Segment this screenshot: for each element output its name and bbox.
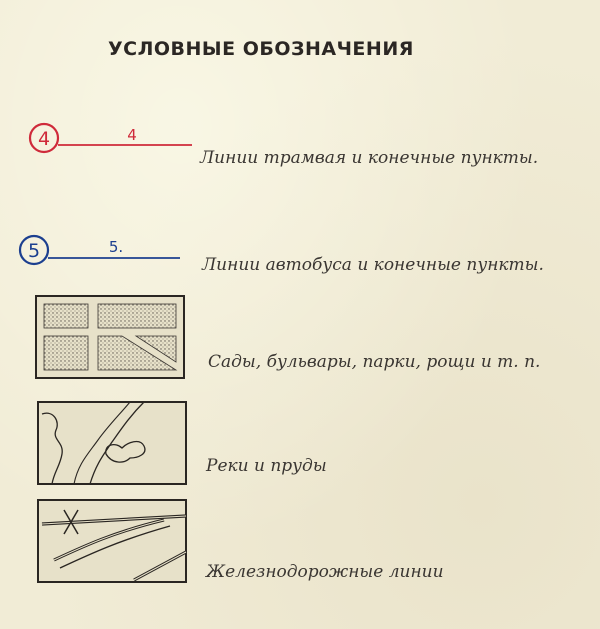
- legend-title: УСЛОВНЫЕ ОБОЗНАЧЕНИЯ: [108, 38, 414, 60]
- tram-line-number: 4: [127, 126, 137, 144]
- bus-line-number: 5.: [108, 238, 124, 256]
- rivers-label: Реки и пруды: [206, 456, 327, 476]
- bus-line-symbol: [12, 230, 192, 274]
- rivers-symbol: [34, 398, 194, 490]
- bus-label: Линии автобуса и конечные пункты.: [202, 255, 544, 275]
- bus-route-number: 5: [27, 240, 41, 262]
- tram-label: Линии трамвая и конечные пункты.: [200, 148, 539, 168]
- parks-label: Сады, бульвары, парки, рощи и т. п.: [208, 352, 541, 372]
- parks-symbol: [32, 292, 192, 384]
- railways-symbol: [34, 496, 194, 588]
- tram-line-symbol: [20, 118, 200, 162]
- railways-label: Железнодорожные линии: [206, 562, 444, 582]
- tram-route-number: 4: [37, 128, 51, 150]
